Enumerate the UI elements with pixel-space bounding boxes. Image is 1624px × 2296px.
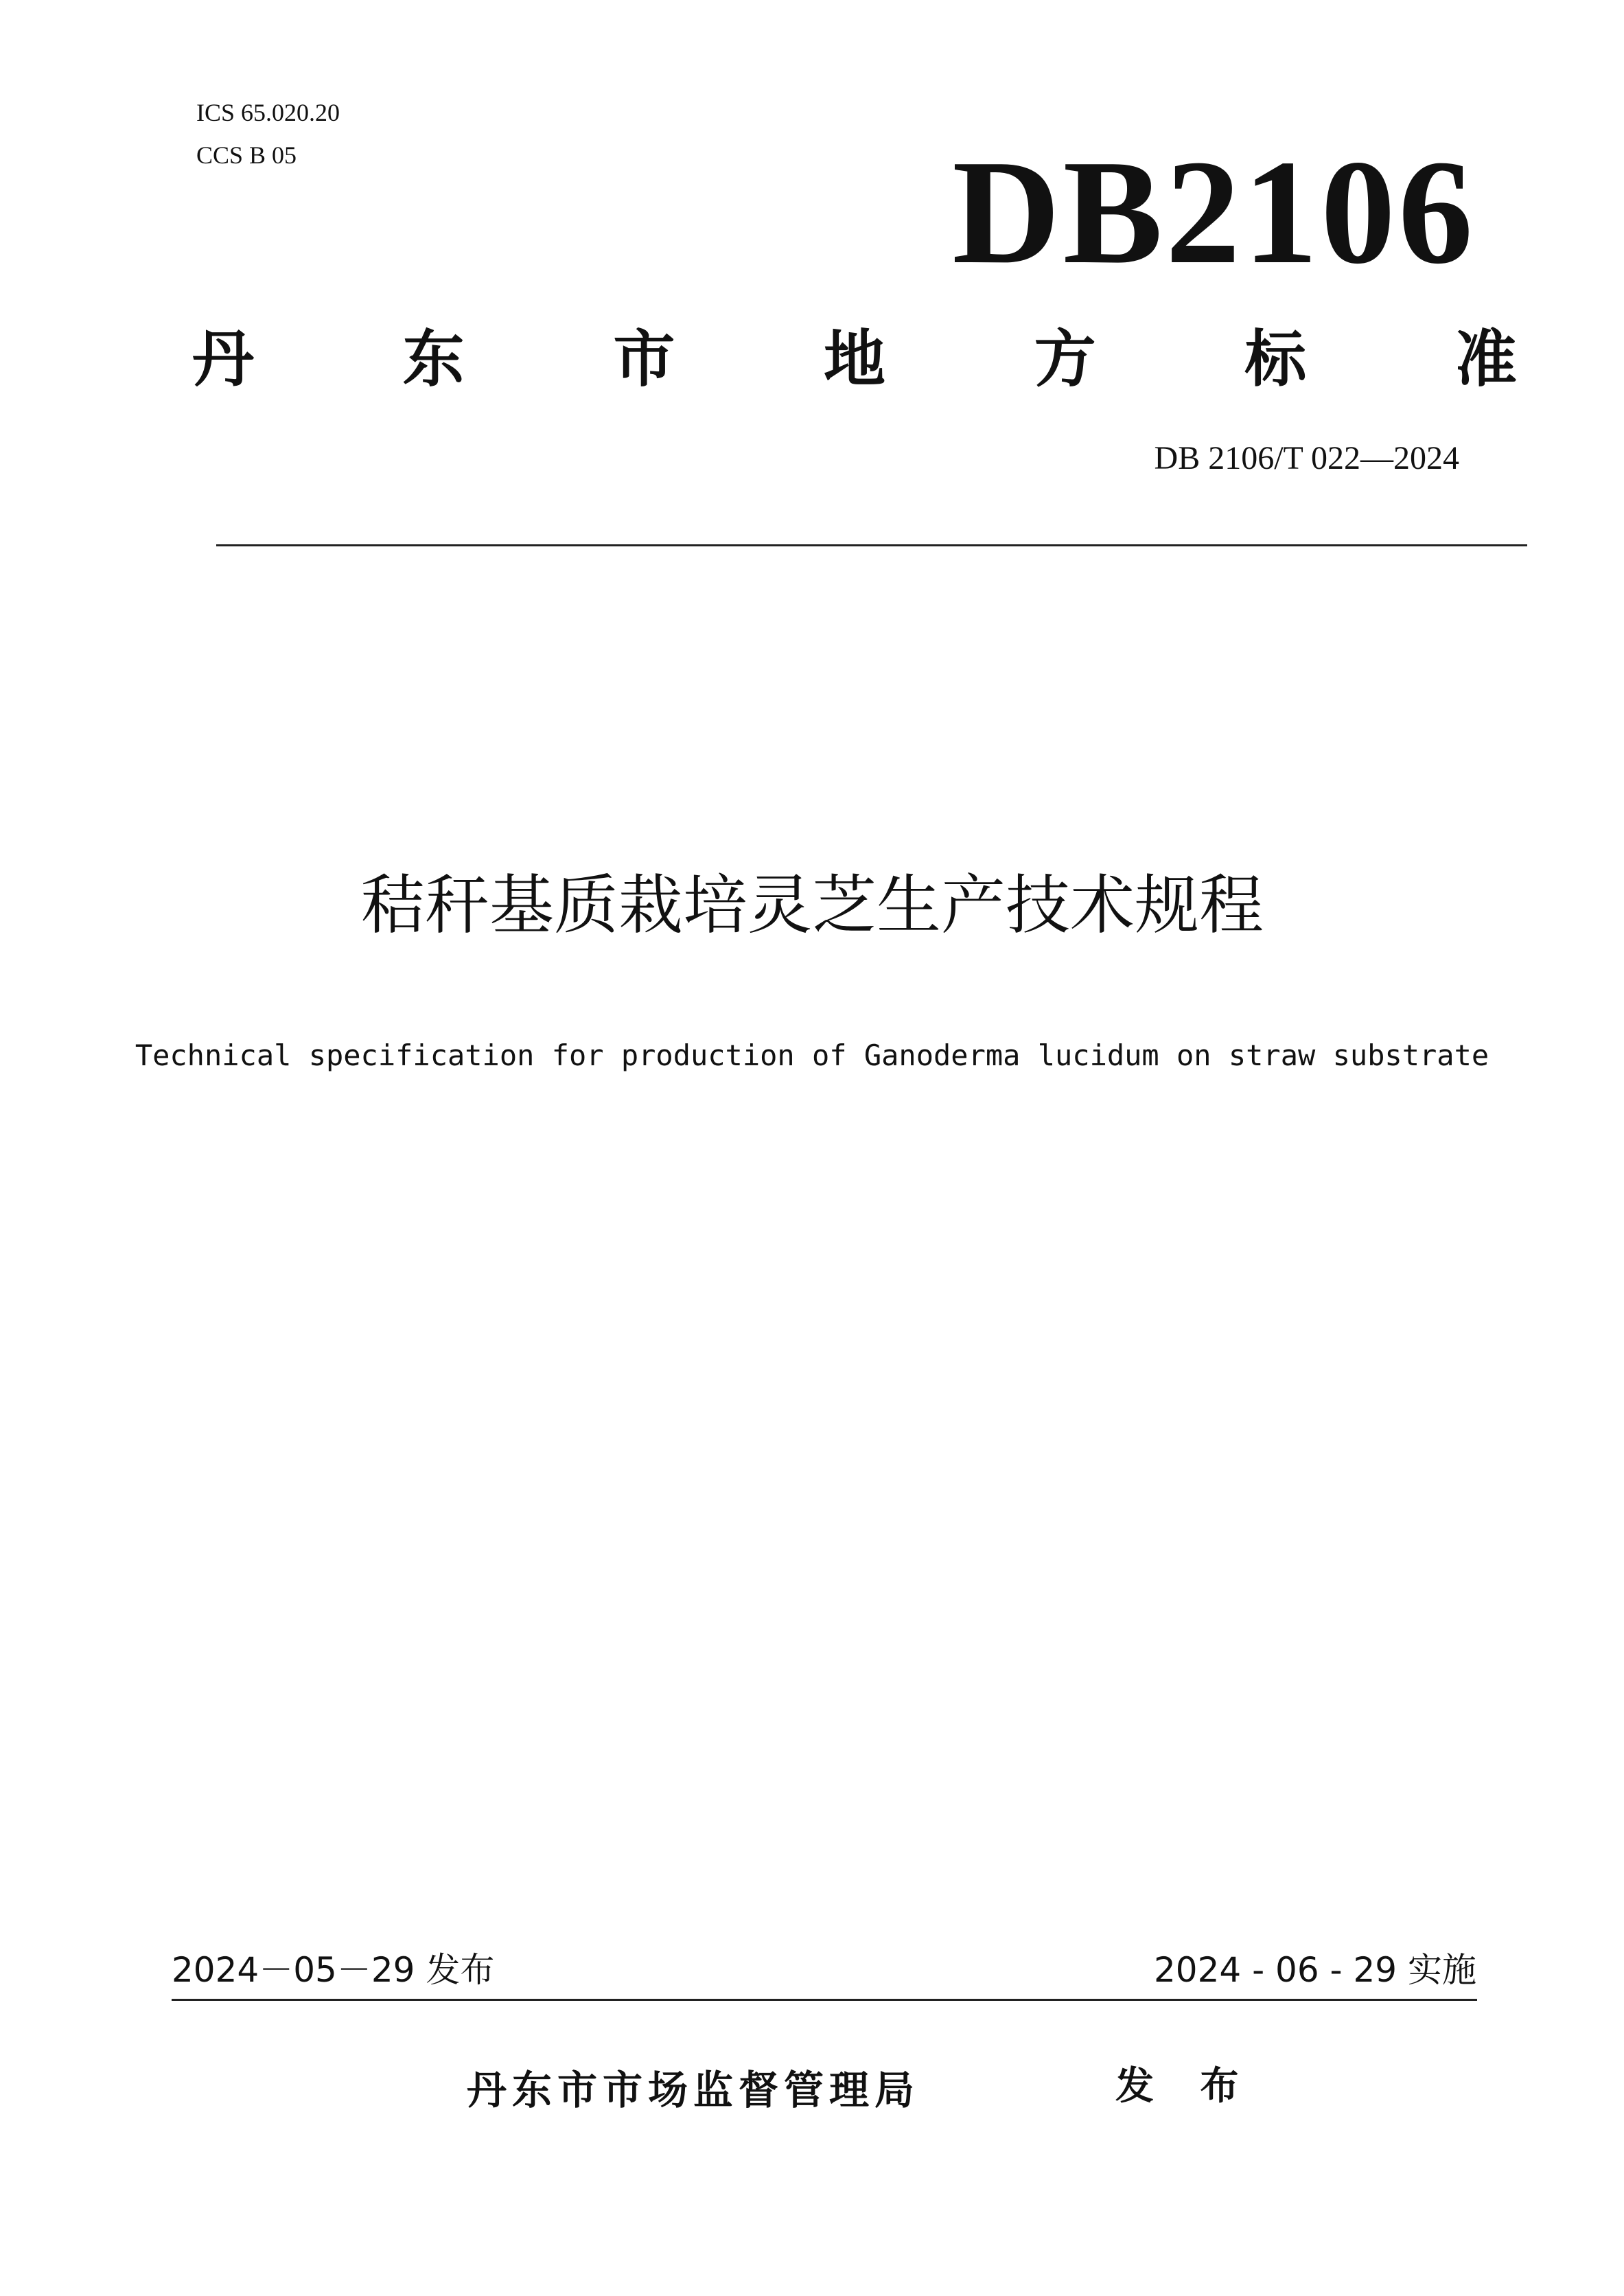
document-title: 秸秆基质栽培灵芝生产技术规程 <box>360 868 1264 943</box>
footer-divider <box>172 1999 1477 2001</box>
standard-type-char: 方 <box>1034 323 1096 395</box>
standard-type-char: 市 <box>613 323 675 395</box>
standard-type-char: 准 <box>1454 323 1517 395</box>
ccs-code: CCS B 05 <box>196 141 297 169</box>
standard-type-title <box>192 312 1517 395</box>
issuing-authority: 丹东市市场监督管理局 <box>467 2067 920 2113</box>
standard-code-large: DB2106 <box>952 130 1476 295</box>
ics-code: ICS 65.020.20 <box>196 99 340 126</box>
standard-type-char: 东 <box>402 323 465 395</box>
standard-type-char: 地 <box>823 323 885 395</box>
header-divider <box>216 544 1527 546</box>
standard-type-char: 标 <box>1244 323 1307 395</box>
standard-number: DB 2106/T 022—2024 <box>1154 440 1459 476</box>
issue-label: 发 布 <box>1115 2064 1255 2109</box>
issue-date: 2024－05－29 发布 <box>172 1950 495 1990</box>
standard-type-char: 丹 <box>192 323 254 395</box>
document-title-english: Technical specification for production of Ganoderma lucidum on straw substrate <box>135 1039 1489 1072</box>
effective-date: 2024 - 06 - 29 实施 <box>1153 1950 1476 1990</box>
